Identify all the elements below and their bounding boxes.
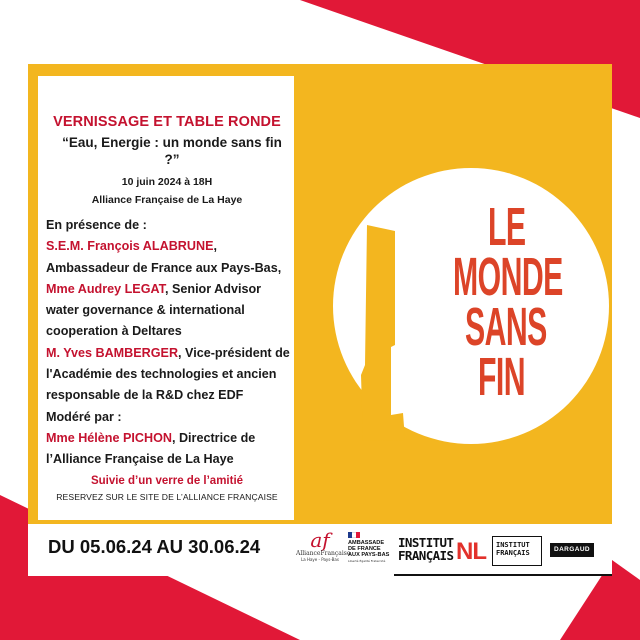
institut-francais-logo[interactable]	[492, 536, 542, 566]
event-details-box	[38, 76, 294, 520]
speaker2-role-line2: water governance & international	[46, 303, 245, 318]
dargaud-logo[interactable]: DARGAUD	[550, 543, 594, 557]
embassy-motto: Liberté Égalité Fraternité	[348, 559, 386, 563]
alliance-francaise-logo[interactable]	[296, 528, 351, 570]
speaker1-name: S.E.M. François ALABRUNE	[46, 239, 214, 254]
comma: ,	[213, 239, 217, 254]
ifnl-line2: FRANÇAIS	[398, 548, 454, 563]
event-title: VERNISSAGE ET TABLE RONDE	[53, 114, 281, 130]
speaker3-line	[46, 343, 288, 364]
af-mark: af	[310, 528, 330, 552]
speaker2-role-line1: , Senior Advisor	[164, 281, 262, 296]
followed-by-text: Suivie d’un verre de l’amitié	[90, 474, 244, 487]
logo-word-fin: FIN	[478, 347, 526, 407]
event-subtitle: “Eau, Energie : un monde sans fin ?”	[62, 135, 282, 167]
exhibition-dates: DU 05.06.24 AU 30.06.24	[48, 536, 261, 557]
institut-francais-nl-logo[interactable]	[398, 536, 486, 570]
presence-label: En présence de :	[46, 218, 147, 232]
af-name: AllianceFrançaise	[296, 550, 351, 557]
if-line2: FRANÇAIS	[496, 549, 530, 557]
logos-baseline	[394, 574, 612, 576]
moderator-line	[46, 428, 288, 449]
speaker3-role-line1: , Vice-président de	[178, 345, 290, 360]
speaker1-line	[46, 236, 288, 257]
moderator-role-line2: l’Alliance Française de La Haye	[46, 452, 234, 467]
tower-silhouette	[355, 225, 415, 455]
moderator-role-line1: , Directrice de	[171, 430, 256, 445]
event-venue: Alliance Française de La Haye	[91, 194, 243, 206]
reserve-link[interactable]: RESERVEZ SUR LE SITE DE L’ALLIANCE FRANÇAISE	[56, 491, 278, 502]
ifnl-line1: INSTITUT	[398, 535, 454, 550]
embassy-logo[interactable]	[348, 532, 398, 563]
logo-word-le: LE	[488, 197, 526, 257]
speaker2-name: Mme Audrey LEGAT	[46, 281, 165, 296]
speaker2-role-line3: cooperation à Deltares	[46, 324, 182, 339]
ifnl-nl: NL	[456, 538, 486, 565]
embassy-name-line1: AMBASSADE	[348, 540, 385, 546]
event-date: 10 juin 2024 à 18H	[121, 176, 213, 188]
embassy-name-line2: DE FRANCE	[348, 546, 381, 552]
moderator-name: Mme Hélène PICHON	[46, 430, 172, 445]
embassy-name-line3: AUX PAYS-BAS	[348, 552, 390, 558]
speaker3-role-line3: responsable de la R&D chez EDF	[46, 388, 244, 403]
speaker3-role-line2: l'Académie des technologies et ancien	[46, 367, 277, 382]
speakers-section	[46, 215, 288, 471]
speaker2-line	[46, 279, 288, 300]
french-flag-icon	[348, 532, 360, 538]
logo-word-sans: SANS	[465, 297, 547, 357]
speaker1-role: Ambassadeur de France aux Pays-Bas,	[46, 260, 282, 275]
if-line1: INSTITUT	[496, 541, 530, 549]
speaker3-name: M. Yves BAMBERGER	[46, 345, 179, 360]
af-city: La Haye - Pays-Bas	[301, 557, 339, 562]
moderator-label: Modéré par :	[46, 409, 122, 424]
logo-word-monde: MONDE	[453, 247, 563, 307]
